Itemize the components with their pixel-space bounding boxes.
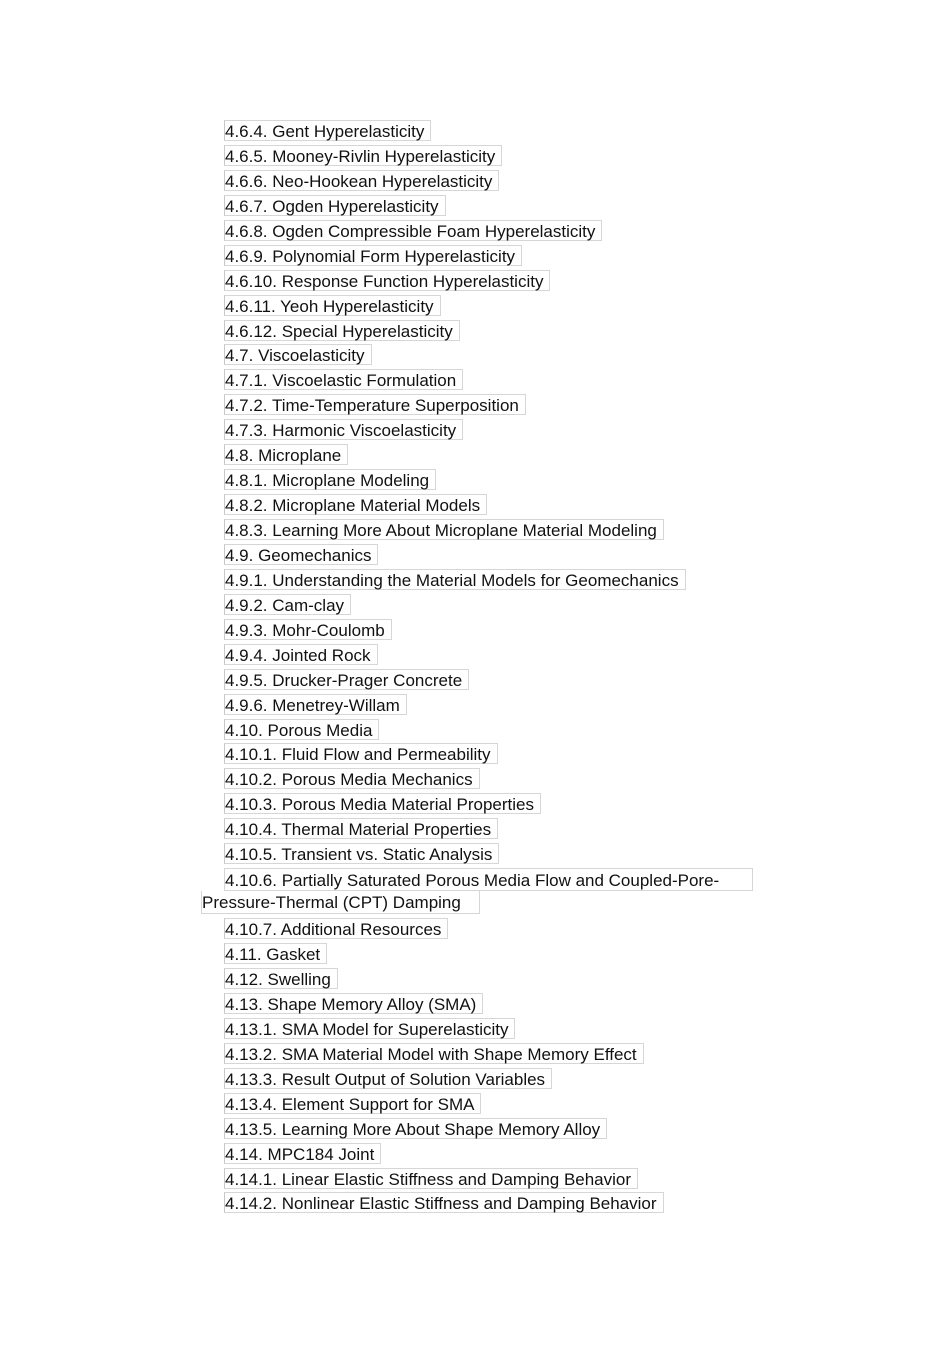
toc-link-4-10-3[interactable]: 4.10.3. Porous Media Material Properties xyxy=(224,793,541,814)
toc-entry xyxy=(0,966,950,991)
toc-entry xyxy=(0,991,950,1016)
toc-entry xyxy=(0,816,950,841)
toc-entry xyxy=(0,642,950,667)
toc-entry xyxy=(0,692,950,717)
toc-entry xyxy=(0,791,950,816)
toc-link-4-9-5[interactable]: 4.9.5. Drucker-Prager Concrete xyxy=(224,669,469,690)
toc-link-4-10[interactable]: 4.10. Porous Media xyxy=(224,719,379,740)
toc-link-4-9-1[interactable]: 4.9.1. Understanding the Material Models for Geomechanics xyxy=(224,569,686,590)
toc-link-4-10-6-continuation[interactable]: Pressure-Thermal (CPT) Damping xyxy=(201,891,480,914)
toc-link-4-13-4[interactable]: 4.13.4. Element Support for SMA xyxy=(224,1093,481,1114)
toc-link-4-10-1[interactable]: 4.10.1. Fluid Flow and Permeability xyxy=(224,743,498,764)
toc-entry xyxy=(0,193,950,218)
toc-link-4-11[interactable]: 4.11. Gasket xyxy=(224,943,327,964)
toc-link-4-10-7[interactable]: 4.10.7. Additional Resources xyxy=(224,918,448,939)
toc-entry xyxy=(0,542,950,567)
toc-link-4-6-10[interactable]: 4.6.10. Response Function Hyperelasticity xyxy=(224,270,550,291)
toc-entry xyxy=(0,592,950,617)
toc-link-4-10-4[interactable]: 4.10.4. Thermal Material Properties xyxy=(224,818,498,839)
toc-entry xyxy=(0,1166,950,1191)
toc-entry xyxy=(0,293,950,318)
toc-link-4-13-5[interactable]: 4.13.5. Learning More About Shape Memory Alloy xyxy=(224,1118,607,1139)
toc-entry xyxy=(0,168,950,193)
toc-entry xyxy=(0,617,950,642)
toc-link-4-10-2[interactable]: 4.10.2. Porous Media Mechanics xyxy=(224,768,480,789)
toc-entry xyxy=(0,143,950,168)
toc-entry xyxy=(0,1190,950,1215)
toc-link-4-13-2[interactable]: 4.13.2. SMA Material Model with Shape Memory Effect xyxy=(224,1043,644,1064)
toc-entry xyxy=(0,717,950,742)
toc-link-4-9-4[interactable]: 4.9.4. Jointed Rock xyxy=(224,644,378,665)
toc-link-4-6-6[interactable]: 4.6.6. Neo-Hookean Hyperelasticity xyxy=(224,170,499,191)
toc-entry xyxy=(0,367,950,392)
toc-link-4-6-8[interactable]: 4.6.8. Ogden Compressible Foam Hyperelasticity xyxy=(224,220,602,241)
toc-link-4-7[interactable]: 4.7. Viscoelasticity xyxy=(224,344,372,365)
toc-entry xyxy=(0,841,950,866)
table-of-contents xyxy=(0,118,950,1215)
toc-entry xyxy=(0,1066,950,1091)
toc-entry xyxy=(0,243,950,268)
toc-entry xyxy=(0,268,950,293)
toc-entry xyxy=(0,417,950,442)
toc-link-4-8-2[interactable]: 4.8.2. Microplane Material Models xyxy=(224,494,487,515)
toc-link-4-8[interactable]: 4.8. Microplane xyxy=(224,444,348,465)
toc-link-4-12[interactable]: 4.12. Swelling xyxy=(224,968,338,989)
toc-entry xyxy=(0,567,950,592)
toc-entry-wrapped xyxy=(0,866,950,916)
toc-entry xyxy=(0,1141,950,1166)
toc-entry xyxy=(0,342,950,367)
toc-entry xyxy=(0,318,950,343)
toc-entry xyxy=(0,1016,950,1041)
toc-entry xyxy=(0,766,950,791)
toc-link-4-14-1[interactable]: 4.14.1. Linear Elastic Stiffness and Damping Behavior xyxy=(224,1168,638,1189)
toc-entry xyxy=(0,492,950,517)
toc-entry xyxy=(0,1041,950,1066)
toc-link-4-13-1[interactable]: 4.13.1. SMA Model for Superelasticity xyxy=(224,1018,515,1039)
toc-link-4-13-3[interactable]: 4.13.3. Result Output of Solution Variables xyxy=(224,1068,552,1089)
toc-link-4-6-9[interactable]: 4.6.9. Polynomial Form Hyperelasticity xyxy=(224,245,522,266)
toc-link-4-7-2[interactable]: 4.7.2. Time-Temperature Superposition xyxy=(224,394,526,415)
toc-entry xyxy=(0,941,950,966)
toc-link-4-6-4[interactable]: 4.6.4. Gent Hyperelasticity xyxy=(224,120,431,141)
toc-link-4-6-11[interactable]: 4.6.11. Yeoh Hyperelasticity xyxy=(224,295,441,316)
toc-link-4-6-12[interactable]: 4.6.12. Special Hyperelasticity xyxy=(224,320,460,341)
toc-entry xyxy=(0,667,950,692)
toc-link-4-6-5[interactable]: 4.6.5. Mooney-Rivlin Hyperelasticity xyxy=(224,145,502,166)
toc-entry xyxy=(0,916,950,941)
toc-link-4-9-6[interactable]: 4.9.6. Menetrey-Willam xyxy=(224,694,407,715)
toc-link-4-8-1[interactable]: 4.8.1. Microplane Modeling xyxy=(224,469,436,490)
toc-entry xyxy=(0,517,950,542)
toc-link-4-9-3[interactable]: 4.9.3. Mohr-Coulomb xyxy=(224,619,392,640)
toc-link-4-9[interactable]: 4.9. Geomechanics xyxy=(224,544,378,565)
toc-link-4-14-2[interactable]: 4.14.2. Nonlinear Elastic Stiffness and Damping Behavior xyxy=(224,1192,664,1213)
toc-link-4-7-3[interactable]: 4.7.3. Harmonic Viscoelasticity xyxy=(224,419,463,440)
toc-entry xyxy=(0,392,950,417)
toc-entry xyxy=(0,1091,950,1116)
toc-link-4-9-2[interactable]: 4.9.2. Cam-clay xyxy=(224,594,351,615)
toc-link-4-14[interactable]: 4.14. MPC184 Joint xyxy=(224,1143,381,1164)
toc-link-4-7-1[interactable]: 4.7.1. Viscoelastic Formulation xyxy=(224,369,463,390)
toc-entry xyxy=(0,118,950,143)
toc-entry xyxy=(0,1116,950,1141)
toc-link-4-10-5[interactable]: 4.10.5. Transient vs. Static Analysis xyxy=(224,843,499,864)
toc-link-4-8-3[interactable]: 4.8.3. Learning More About Microplane Material Modeling xyxy=(224,519,664,540)
toc-entry xyxy=(0,741,950,766)
toc-link-4-10-6[interactable]: 4.10.6. Partially Saturated Porous Media Flow and Coupled-Pore- xyxy=(224,868,753,891)
toc-entry xyxy=(0,467,950,492)
toc-entry xyxy=(0,218,950,243)
toc-entry xyxy=(0,442,950,467)
toc-link-4-13[interactable]: 4.13. Shape Memory Alloy (SMA) xyxy=(224,993,483,1014)
toc-link-4-6-7[interactable]: 4.6.7. Ogden Hyperelasticity xyxy=(224,195,446,216)
